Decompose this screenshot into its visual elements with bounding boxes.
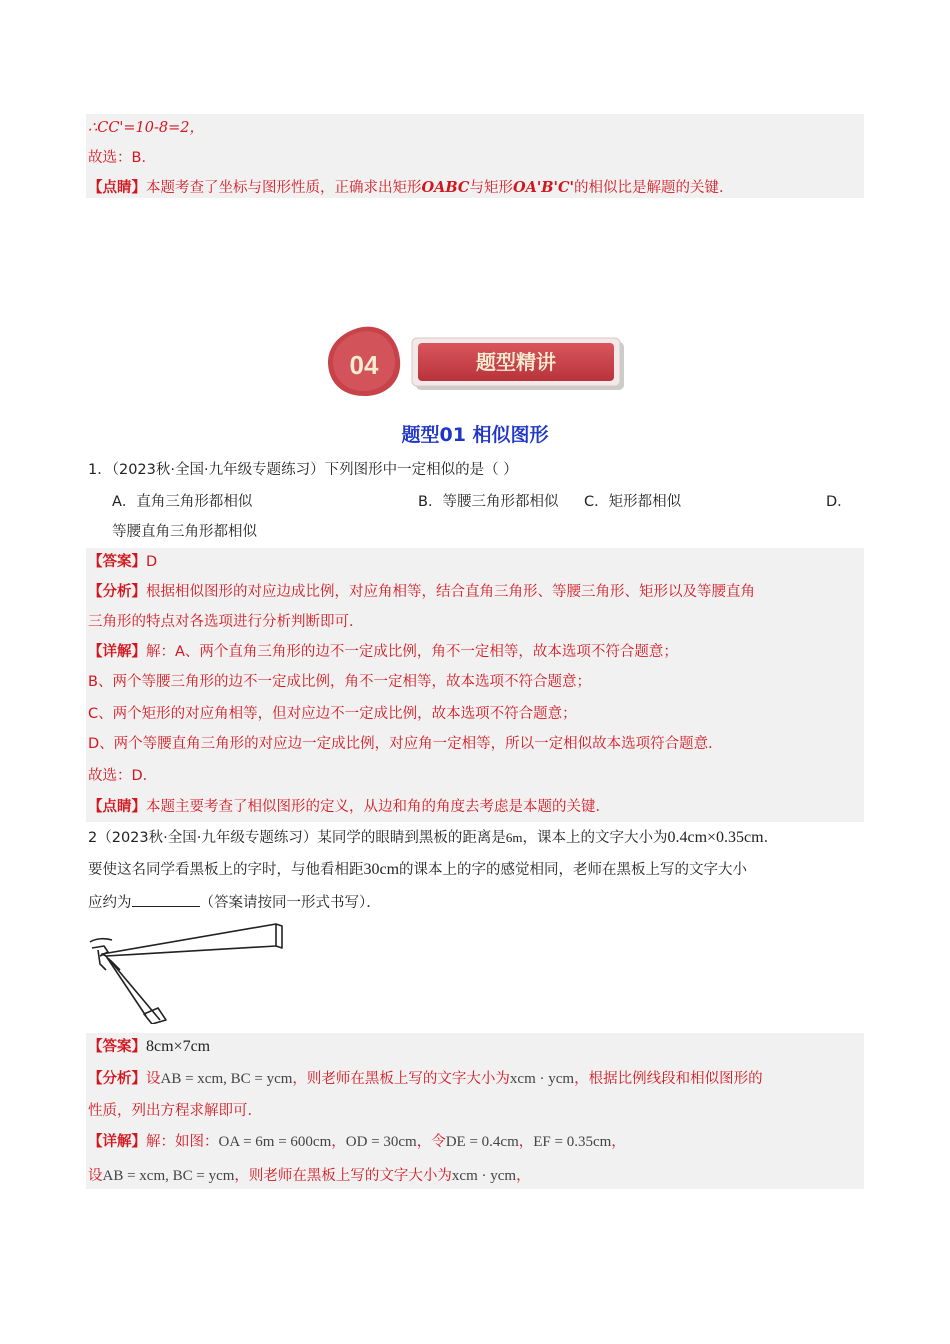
q1-answer: 【答案】D xyxy=(88,554,158,570)
q1-analysis-1: 【分析】根据相似图形的对应边成比例，对应角相等，结合直角三角形、等腰三角形、矩形以及等腰直角 xyxy=(88,584,755,600)
q1-option-c: C．矩形都相似 xyxy=(584,494,682,510)
q1-detail-2: B、两个等腰三角形的边不一定成比例，角不一定相等，故本选项不符合题意； xyxy=(88,674,591,690)
banner-number: 04 xyxy=(349,350,379,380)
q1-note: 【点睛】本题主要考查了相似图形的定义，从边和角的角度去考虑是本题的关键． xyxy=(88,799,610,815)
section-banner xyxy=(324,322,629,400)
eye-board-figure xyxy=(86,920,286,1024)
banner-label: 题型精讲 xyxy=(476,350,556,374)
q2-detail-1: 【详解】解：如图：OA = 6m = 600cm，OD = 30cm，令DE = 0.4cm，EF = 0.35cm， xyxy=(88,1134,626,1150)
answer-blank[interactable] xyxy=(132,892,200,907)
q1-option-d: D． xyxy=(826,494,852,510)
top-line-2: 故选：B． xyxy=(88,150,156,166)
q1-option-a: A．直角三角形都相似 xyxy=(112,494,253,510)
q1-stem: 1．（2023秋·全国·九年级专题练习）下列图形中一定相似的是（ ） xyxy=(88,462,518,478)
q1-choose: 故选：D． xyxy=(88,768,158,784)
q1-detail-4: D、两个等腰直角三角形的对应边一定成比例，对应角一定相等，所以一定相似故本选项符合题意． xyxy=(88,736,723,752)
q2-detail-2: 设AB = xcm, BC = ycm，则老师在黑板上写的文字大小为xcm · ycm， xyxy=(88,1168,531,1184)
q2-stem-3: 应约为 （答案请按同一形式书写）． xyxy=(88,892,381,913)
section-title: 题型01 相似图形 xyxy=(401,424,549,446)
top-note: 【点睛】本题考查了坐标与图形性质，正确求出矩形OABC与矩形OA'B'C'的相似比是解题的关键． xyxy=(88,179,734,196)
q1-option-d-text: 等腰直角三角形都相似 xyxy=(112,524,257,540)
q2-stem-1: 2（2023秋·全国·九年级专题练习）某同学的眼睛到黑板的距离是6m，课本上的文字大小为0.4cm×0.35cm． xyxy=(88,829,779,846)
q1-detail-1: 【详解】解：A、两个直角三角形的边不一定成比例，角不一定相等，故本选项不符合题意； xyxy=(88,644,678,660)
q2-analysis-1: 【分析】设AB = xcm, BC = ycm，则老师在黑板上写的文字大小为xcm · ycm，根据比例线段和相似图形的 xyxy=(88,1071,763,1087)
q1-option-b: B．等腰三角形都相似 xyxy=(418,494,559,510)
q2-stem-2: 要使这名同学看黑板上的字时，与他看相距30cm的课本上的字的感觉相同，老师在黑板上写的文字大小 xyxy=(88,861,748,878)
q1-detail-3: C、两个矩形的对应角相等，但对应边不一定成比例，故本选项不符合题意； xyxy=(88,706,577,722)
q1-analysis-2: 三角形的特点对各选项进行分析判断即可． xyxy=(88,614,364,630)
q2-analysis-2: 性质，列出方程求解即可． xyxy=(88,1103,262,1119)
top-line-1: ∴CC'=10-8=2， xyxy=(88,120,204,136)
q2-answer: 【答案】8cm×7cm xyxy=(88,1038,211,1055)
